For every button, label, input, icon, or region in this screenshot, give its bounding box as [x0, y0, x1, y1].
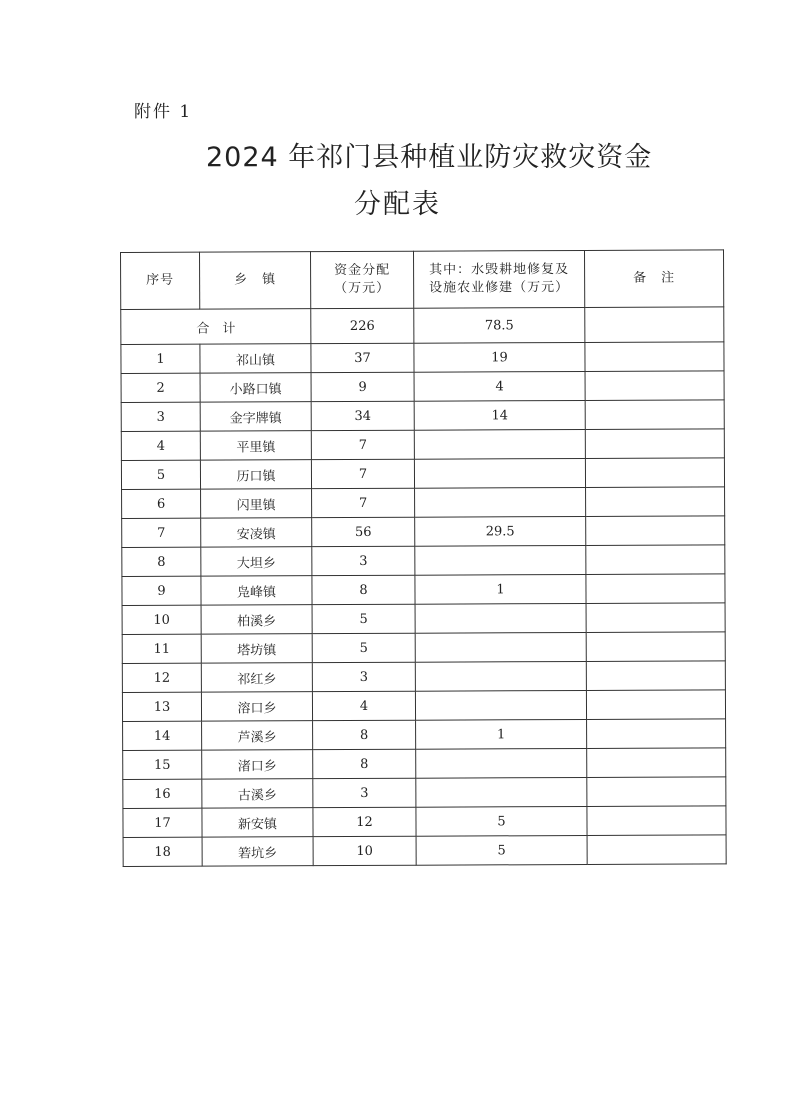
- row-note: [585, 429, 724, 459]
- row-town: 历口镇: [200, 460, 311, 489]
- row-town: 新安镇: [202, 808, 313, 837]
- row-note: [587, 719, 726, 749]
- row-seq: 2: [121, 373, 200, 402]
- row-note: [586, 661, 725, 691]
- header-repair-line1: 其中：水毁耕地修复及: [429, 262, 570, 278]
- total-fund: 226: [311, 308, 414, 343]
- row-note: [586, 545, 725, 575]
- row-note: [587, 777, 726, 807]
- row-repair: [415, 690, 586, 720]
- header-repair-line2: 设施农业修建（万元）: [429, 280, 570, 296]
- row-repair: 5: [416, 806, 587, 836]
- attachment-label: 附件 1: [134, 102, 193, 122]
- row-repair: [414, 429, 585, 459]
- row-note: [587, 806, 726, 836]
- row-seq: 17: [123, 808, 202, 837]
- row-town: 溶口乡: [201, 692, 312, 721]
- row-note: [585, 371, 724, 401]
- table-row: [121, 342, 724, 374]
- row-fund: 8: [312, 575, 415, 604]
- row-fund: 7: [311, 430, 414, 459]
- row-town: 祁山镇: [200, 344, 311, 373]
- row-fund: 7: [311, 459, 414, 488]
- header-fund-line2: （万元）: [334, 280, 391, 297]
- row-seq: 1: [121, 344, 200, 373]
- row-repair: [415, 661, 586, 691]
- row-repair: [415, 632, 586, 662]
- row-seq: 15: [123, 750, 202, 779]
- row-note: [586, 574, 725, 604]
- row-repair: [414, 458, 585, 488]
- row-town: 祁红乡: [201, 663, 312, 692]
- total-note: [585, 307, 724, 343]
- row-seq: 10: [122, 605, 201, 634]
- row-note: [586, 487, 725, 517]
- table-row: [123, 806, 726, 838]
- row-fund: 3: [313, 778, 416, 807]
- header-note: 备 注: [584, 250, 723, 308]
- row-fund: 3: [312, 546, 415, 575]
- row-note: [585, 342, 724, 372]
- table-row: [123, 748, 726, 780]
- total-label: 合 计: [121, 309, 311, 345]
- table-row: [122, 487, 725, 519]
- row-repair: 1: [416, 719, 587, 749]
- table-row: [121, 429, 724, 461]
- row-repair: [415, 603, 586, 633]
- row-fund: 37: [311, 343, 414, 372]
- row-town: 箬坑乡: [202, 837, 313, 866]
- row-seq: 16: [123, 779, 202, 808]
- header-fund-line1: 资金分配: [334, 262, 391, 279]
- row-repair: [416, 777, 587, 807]
- row-seq: 12: [122, 663, 201, 692]
- row-town: 金字牌镇: [200, 402, 311, 431]
- table-row: [122, 545, 725, 577]
- table-row: [122, 516, 725, 548]
- row-town: 闪里镇: [201, 489, 312, 518]
- row-repair: 14: [414, 400, 585, 430]
- row-seq: 13: [122, 692, 201, 721]
- row-fund: 8: [313, 749, 416, 778]
- header-town: 乡 镇: [200, 252, 311, 309]
- row-town: 柏溪乡: [201, 605, 312, 634]
- row-repair: 19: [414, 342, 585, 372]
- row-fund: 8: [313, 720, 416, 749]
- header-seq: 序号: [121, 252, 200, 309]
- row-seq: 4: [121, 431, 200, 460]
- table-row: [122, 574, 725, 606]
- row-seq: 11: [122, 634, 201, 663]
- table-row: [122, 603, 725, 635]
- row-fund: 9: [311, 372, 414, 401]
- row-fund: 5: [312, 633, 415, 662]
- row-town: 安凌镇: [201, 518, 312, 547]
- row-note: [585, 400, 724, 430]
- row-town: 大坦乡: [201, 547, 312, 576]
- total-repair: 78.5: [414, 307, 585, 343]
- table-header-row: [121, 250, 724, 310]
- row-fund: 12: [313, 807, 416, 836]
- row-fund: 34: [311, 401, 414, 430]
- row-repair: [415, 487, 586, 517]
- header-repair: [413, 250, 584, 308]
- row-seq: 14: [123, 721, 202, 750]
- row-repair: 5: [416, 835, 587, 865]
- table-row: [123, 777, 726, 809]
- row-note: [586, 690, 725, 720]
- row-seq: 3: [121, 402, 200, 431]
- row-seq: 6: [122, 489, 201, 518]
- row-seq: 5: [121, 460, 200, 489]
- row-fund: 56: [312, 517, 415, 546]
- row-town: 芦溪乡: [202, 721, 313, 750]
- row-note: [587, 835, 726, 865]
- row-seq: 9: [122, 576, 201, 605]
- row-repair: [415, 545, 586, 575]
- row-seq: 7: [122, 518, 201, 547]
- row-repair: 4: [414, 371, 585, 401]
- row-repair: [416, 748, 587, 778]
- table-row: [122, 632, 725, 664]
- fund-allocation-table: [120, 249, 727, 867]
- row-fund: 7: [312, 488, 415, 517]
- table-row: [123, 835, 726, 867]
- row-fund: 3: [312, 662, 415, 691]
- row-note: [586, 603, 725, 633]
- table-row: [121, 458, 724, 490]
- row-seq: 8: [122, 547, 201, 576]
- table-row: [121, 371, 724, 403]
- row-repair: 1: [415, 574, 586, 604]
- header-fund: [311, 251, 414, 308]
- row-fund: 10: [313, 836, 416, 865]
- row-seq: 18: [123, 837, 202, 866]
- document-title-line2: 分配表: [354, 189, 441, 220]
- table-row: [123, 719, 726, 751]
- row-town: 渚口乡: [202, 750, 313, 779]
- row-note: [585, 458, 724, 488]
- table-row: [122, 690, 725, 722]
- document-title-line1: 2024 年祁门县种植业防灾救灾资金: [206, 142, 653, 173]
- table-row: [121, 400, 724, 432]
- row-town: 小路口镇: [200, 373, 311, 402]
- row-town: 古溪乡: [202, 779, 313, 808]
- row-note: [587, 748, 726, 778]
- row-town: 塔坊镇: [201, 634, 312, 663]
- row-town: 平里镇: [200, 431, 311, 460]
- row-fund: 4: [312, 691, 415, 720]
- row-town: 凫峰镇: [201, 576, 312, 605]
- row-repair: 29.5: [415, 516, 586, 546]
- table-row: [122, 661, 725, 693]
- row-note: [586, 632, 725, 662]
- row-fund: 5: [312, 604, 415, 633]
- total-row: [121, 307, 724, 345]
- row-note: [586, 516, 725, 546]
